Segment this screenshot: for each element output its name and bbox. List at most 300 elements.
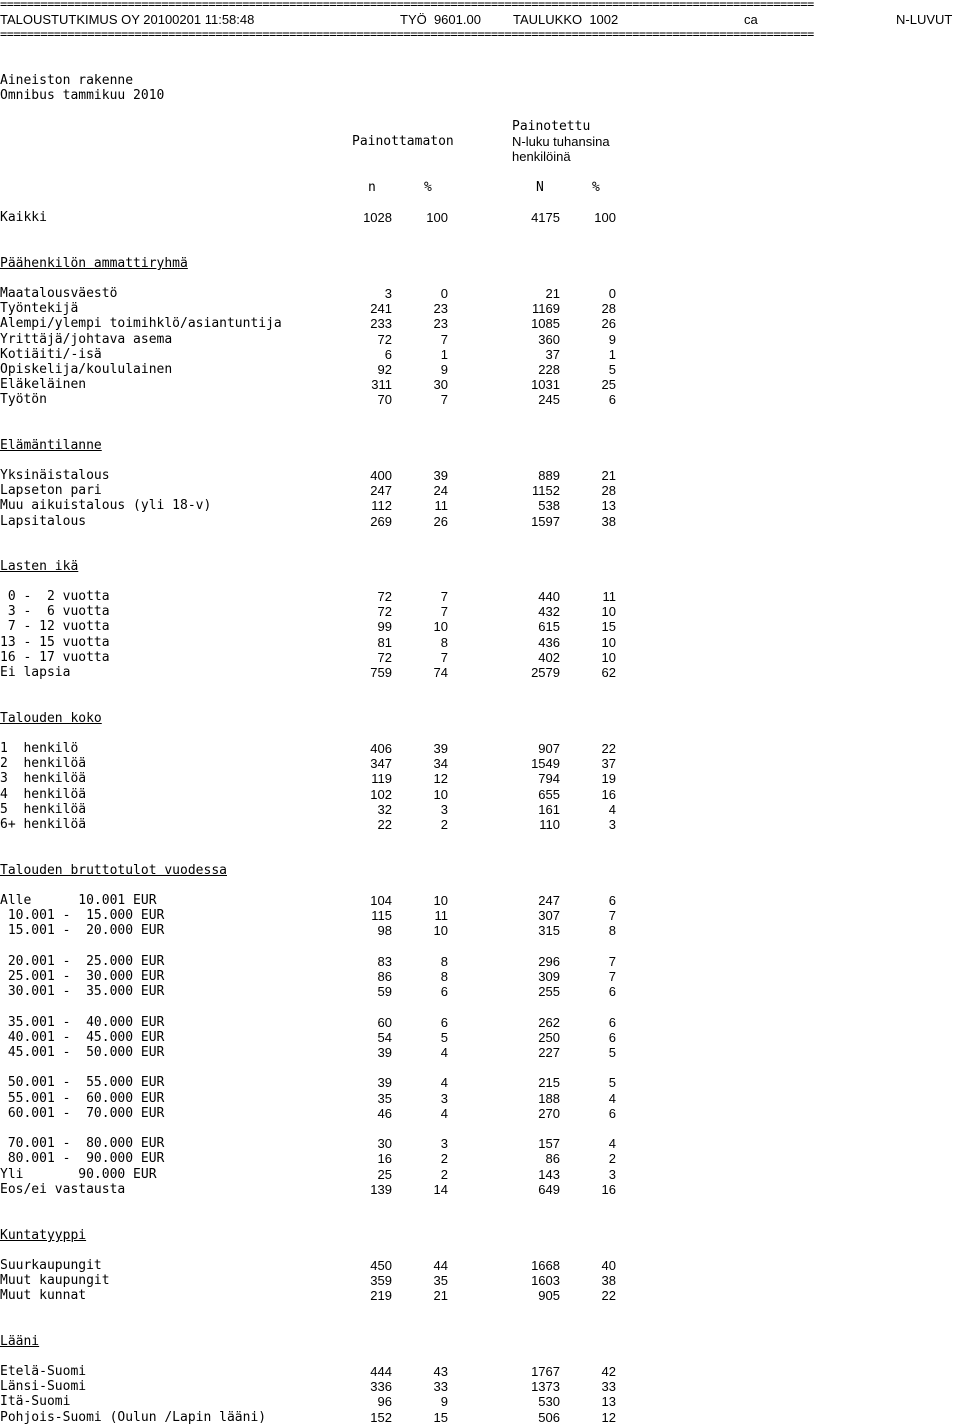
value-pct: 10 xyxy=(433,893,448,908)
value-pct-weighted: 42 xyxy=(601,1364,616,1379)
value-pct: 10 xyxy=(433,786,448,802)
value-pct: 2 xyxy=(440,1151,448,1167)
value-N: 1767 xyxy=(531,1364,560,1379)
row-label: Yrittäjä/johtava asema xyxy=(0,331,173,347)
row-label: 40.001 - 45.000 EUR xyxy=(0,1029,165,1045)
value-n: 99 xyxy=(377,619,392,635)
value-n: 39 xyxy=(377,1075,392,1091)
value-pct: 3 xyxy=(440,1136,448,1152)
table-row xyxy=(0,377,960,392)
value-N: 440 xyxy=(538,589,560,604)
value-N: 905 xyxy=(538,1288,560,1304)
value-n: 115 xyxy=(371,908,392,924)
value-N: 2579 xyxy=(531,665,560,680)
value-n: 406 xyxy=(370,741,392,756)
value-N: 1085 xyxy=(531,316,560,332)
value-n: 30 xyxy=(377,1136,392,1152)
value-N: 227 xyxy=(538,1045,560,1060)
table-row xyxy=(0,347,960,362)
value-n: 359 xyxy=(370,1273,392,1289)
row-label: Lapsitalous xyxy=(0,513,87,529)
value-n: 39 xyxy=(377,1045,392,1060)
value-N: 432 xyxy=(538,604,560,620)
value-pct: 23 xyxy=(433,301,448,317)
row-label: 6+ henkilöä xyxy=(0,817,87,832)
value-n: 247 xyxy=(370,483,392,499)
value-N: 247 xyxy=(538,893,560,908)
value-pct-weighted: 26 xyxy=(601,316,616,332)
section-title: Lasten ikä xyxy=(0,559,79,574)
value-n: 102 xyxy=(370,786,392,802)
row-label: Länsi-Suomi xyxy=(0,1379,87,1395)
value-n: 119 xyxy=(371,771,392,787)
table-row xyxy=(0,1136,960,1151)
value-N: 110 xyxy=(539,817,560,832)
bottom-rule: ========================================================================================================================= xyxy=(0,27,814,41)
table-row xyxy=(0,999,960,1014)
row-label: Suurkaupungit xyxy=(0,1258,102,1273)
table-row xyxy=(0,1015,960,1030)
table-row xyxy=(0,1379,960,1394)
row-label: 55.001 - 60.000 EUR xyxy=(0,1090,165,1106)
value-pct-weighted: 4 xyxy=(608,801,616,817)
value-n: 759 xyxy=(370,665,392,680)
value-N: 794 xyxy=(538,771,560,787)
value-n: 152 xyxy=(370,1409,392,1425)
value-pct-weighted: 16 xyxy=(601,786,616,802)
value-N: 296 xyxy=(538,953,560,969)
value-N: 506 xyxy=(538,1409,560,1425)
value-pct-weighted: 5 xyxy=(608,362,616,377)
table-row xyxy=(0,1151,960,1166)
table-row xyxy=(0,1258,960,1273)
section-title: Talouden koko xyxy=(0,711,102,726)
row-label: Eos/ei vastausta xyxy=(0,1181,126,1197)
table-row xyxy=(0,1167,960,1182)
value-N: 1549 xyxy=(531,756,560,772)
value-pct: 4 xyxy=(440,1105,448,1121)
report-type: N-LUVUT xyxy=(896,12,953,27)
value-pct: 6 xyxy=(440,1014,448,1030)
value-n: 54 xyxy=(377,1029,392,1045)
row-label: Lapseton pari xyxy=(0,483,102,499)
section-title: Päähenkilön ammattiryhmä xyxy=(0,256,188,271)
table-row xyxy=(0,908,960,923)
row-label: 16 - 17 vuotta xyxy=(0,649,110,665)
table-row xyxy=(0,756,960,771)
value-pct: 2 xyxy=(440,817,448,832)
value-pct-weighted: 3 xyxy=(608,1166,616,1182)
table-row xyxy=(0,619,960,634)
value-pct: 34 xyxy=(433,756,448,772)
value-pct: 3 xyxy=(440,801,448,817)
row-label: 4 henkilöä xyxy=(0,786,87,802)
value-N: 228 xyxy=(538,362,560,377)
table-row xyxy=(0,1045,960,1060)
value-n: 72 xyxy=(377,331,392,347)
table-row xyxy=(0,665,960,680)
row-label: Työtön xyxy=(0,392,47,408)
col-unweighted: Painottamaton xyxy=(352,134,454,149)
row-label: Pohjois-Suomi (Oulun /Lapin lääni) xyxy=(0,1409,267,1425)
value-pct-weighted: 5 xyxy=(608,1045,616,1060)
table-row xyxy=(0,1091,960,1106)
value-pct-weighted: 38 xyxy=(601,1273,616,1289)
row-label: Muut kaupungit xyxy=(0,1273,110,1289)
row-label: Maatalousväestö xyxy=(0,286,118,301)
value-pct: 43 xyxy=(433,1364,448,1379)
table-row xyxy=(0,1182,960,1197)
table-row xyxy=(0,604,960,619)
value-pct: 3 xyxy=(440,1090,448,1106)
value-pct-weighted: 25 xyxy=(601,377,616,393)
table-row xyxy=(0,1364,960,1379)
row-label: 1 henkilö xyxy=(0,741,79,756)
value-N: 188 xyxy=(538,1090,560,1106)
value-N: 1152 xyxy=(532,483,560,499)
value-pct-weighted: 10 xyxy=(601,649,616,665)
table-row xyxy=(0,650,960,665)
value-n: 104 xyxy=(370,893,392,908)
value-N: 1603 xyxy=(531,1273,560,1289)
value-pct: 100 xyxy=(426,210,448,225)
value-N: 250 xyxy=(538,1029,560,1045)
value-n: 98 xyxy=(377,923,392,939)
value-pct-weighted: 13 xyxy=(601,498,616,514)
table-row xyxy=(0,514,960,529)
value-N: 360 xyxy=(538,331,560,347)
value-pct: 11 xyxy=(434,908,448,924)
value-N: 4175 xyxy=(531,210,560,225)
value-pct: 15 xyxy=(433,1409,448,1425)
value-N: 615 xyxy=(538,619,560,635)
table-row xyxy=(0,301,960,316)
section-title: Lääni xyxy=(0,1334,40,1349)
value-N: 161 xyxy=(538,801,560,817)
table-row xyxy=(0,923,960,938)
value-n: 311 xyxy=(371,377,392,393)
table-row xyxy=(0,1030,960,1045)
table-number: TAULUKKO 1002 xyxy=(513,12,619,27)
col-pct-unweighted: % xyxy=(424,180,432,195)
value-pct-weighted: 22 xyxy=(601,1288,616,1304)
report-subtitle: Omnibus tammikuu 2010 xyxy=(0,88,165,103)
table-row xyxy=(0,939,960,954)
value-pct-weighted: 38 xyxy=(601,513,616,529)
value-pct-weighted: 22 xyxy=(601,741,616,756)
value-N: 1169 xyxy=(532,301,560,317)
value-N: 270 xyxy=(538,1105,560,1121)
value-pct: 33 xyxy=(433,1379,448,1395)
value-N: 655 xyxy=(538,786,560,802)
value-N: 21 xyxy=(545,286,560,301)
value-pct: 6 xyxy=(440,984,448,1000)
value-pct: 9 xyxy=(440,1394,448,1410)
value-pct: 35 xyxy=(433,1273,448,1289)
value-pct: 2 xyxy=(440,1166,448,1182)
value-pct-weighted: 21 xyxy=(601,468,616,483)
row-label: Työntekijä xyxy=(0,301,79,317)
job-number: TYÖ 9601.00 xyxy=(400,12,481,27)
value-n: 35 xyxy=(377,1090,392,1106)
row-label: 2 henkilöä xyxy=(0,756,87,772)
value-N: 907 xyxy=(538,741,560,756)
value-pct-weighted: 4 xyxy=(608,1090,616,1106)
row-label: 30.001 - 35.000 EUR xyxy=(0,984,165,1000)
value-pct-weighted: 1 xyxy=(608,346,616,362)
value-n: 16 xyxy=(377,1151,392,1167)
table-row xyxy=(0,802,960,817)
value-pct-weighted: 9 xyxy=(608,331,616,347)
value-pct: 10 xyxy=(433,619,448,635)
value-pct: 7 xyxy=(440,589,448,604)
table-row xyxy=(0,483,960,498)
row-label: Ei lapsia xyxy=(0,665,71,680)
table-row xyxy=(0,635,960,650)
value-N: 245 xyxy=(538,392,560,408)
value-n: 92 xyxy=(377,362,392,377)
table-row xyxy=(0,954,960,969)
value-n: 25 xyxy=(377,1166,392,1182)
value-pct-weighted: 15 xyxy=(601,619,616,635)
table-row xyxy=(0,1273,960,1288)
value-N: 86 xyxy=(545,1151,560,1167)
value-N: 309 xyxy=(538,969,560,984)
value-pct-weighted: 3 xyxy=(608,817,616,832)
row-label: 60.001 - 70.000 EUR xyxy=(0,1105,165,1121)
value-pct-weighted: 6 xyxy=(608,984,616,1000)
value-pct: 8 xyxy=(440,953,448,969)
value-pct: 74 xyxy=(433,665,448,680)
table-row xyxy=(0,286,960,301)
value-pct: 11 xyxy=(434,498,448,514)
value-pct-weighted: 2 xyxy=(608,1151,616,1167)
row-label: 5 henkilöä xyxy=(0,801,87,817)
value-N: 255 xyxy=(538,984,560,1000)
table-row xyxy=(0,332,960,347)
value-pct-weighted: 100 xyxy=(594,210,616,225)
value-pct-weighted: 13 xyxy=(601,1394,616,1410)
value-N: 1597 xyxy=(531,513,560,529)
value-pct: 9 xyxy=(440,362,448,377)
table-row xyxy=(0,1075,960,1090)
value-N: 1373 xyxy=(531,1379,560,1395)
company-timestamp: TALOUSTUTKIMUS OY 20100201 11:58:48 xyxy=(0,12,255,27)
value-pct-weighted: 6 xyxy=(608,1029,616,1045)
section-title: Talouden bruttotulot vuodessa xyxy=(0,863,227,878)
value-pct-weighted: 28 xyxy=(601,301,616,317)
value-pct-weighted: 7 xyxy=(608,969,616,984)
row-label: Alle 10.001 EUR xyxy=(0,893,157,908)
value-n: 83 xyxy=(377,953,392,969)
table-row xyxy=(0,969,960,984)
value-pct-weighted: 40 xyxy=(601,1258,616,1273)
value-pct: 14 xyxy=(433,1181,448,1197)
row-label: Opiskelija/koululainen xyxy=(0,362,173,377)
row-label: 20.001 - 25.000 EUR xyxy=(0,953,165,969)
value-n: 347 xyxy=(370,756,392,772)
value-pct: 4 xyxy=(440,1045,448,1060)
table-row xyxy=(0,362,960,377)
value-pct: 7 xyxy=(440,331,448,347)
value-pct: 7 xyxy=(440,604,448,620)
col-pct-weighted: % xyxy=(592,180,600,195)
value-n: 3 xyxy=(384,286,392,301)
value-pct-weighted: 10 xyxy=(601,604,616,620)
table-row xyxy=(0,893,960,908)
value-pct-weighted: 7 xyxy=(608,953,616,969)
value-pct-weighted: 6 xyxy=(608,893,616,908)
value-N: 889 xyxy=(538,468,560,483)
table-row xyxy=(0,1106,960,1121)
row-label: Yli 90.000 EUR xyxy=(0,1166,157,1182)
value-pct: 8 xyxy=(440,634,448,650)
value-n: 6 xyxy=(384,346,392,362)
row-label: 15.001 - 20.000 EUR xyxy=(0,923,165,939)
value-pct-weighted: 11 xyxy=(602,589,616,604)
total-row xyxy=(0,210,960,225)
value-N: 157 xyxy=(538,1136,560,1152)
col-n: n xyxy=(368,180,376,195)
value-n: 60 xyxy=(377,1014,392,1030)
value-n: 72 xyxy=(377,589,392,604)
value-pct-weighted: 28 xyxy=(601,483,616,499)
row-label: 13 - 15 vuotta xyxy=(0,634,110,650)
value-n: 444 xyxy=(370,1364,392,1379)
table-row xyxy=(0,984,960,999)
value-n: 139 xyxy=(370,1181,392,1197)
row-label: 0 - 2 vuotta xyxy=(0,589,110,604)
value-pct: 5 xyxy=(440,1029,448,1045)
value-n: 72 xyxy=(377,604,392,620)
value-n: 46 xyxy=(377,1105,392,1121)
value-pct-weighted: 19 xyxy=(601,771,616,787)
value-n: 81 xyxy=(377,634,392,650)
value-pct: 7 xyxy=(440,392,448,408)
value-pct: 10 xyxy=(433,923,448,939)
value-N: 262 xyxy=(538,1014,560,1030)
value-pct: 39 xyxy=(433,468,448,483)
value-pct: 7 xyxy=(440,649,448,665)
value-pct: 1 xyxy=(440,346,448,362)
row-label: 7 - 12 vuotta xyxy=(0,619,110,635)
row-label: Muu aikuistalous (yli 18-v) xyxy=(0,498,212,514)
section-title: Kuntatyyppi xyxy=(0,1228,87,1243)
value-pct-weighted: 16 xyxy=(601,1181,616,1197)
value-n: 72 xyxy=(377,649,392,665)
value-pct-weighted: 33 xyxy=(601,1379,616,1395)
value-N: 37 xyxy=(545,346,560,362)
row-label: 3 henkilöä xyxy=(0,771,87,787)
value-n: 96 xyxy=(377,1394,392,1410)
value-N: 1031 xyxy=(531,377,560,393)
value-n: 112 xyxy=(371,498,392,514)
table-row xyxy=(0,468,960,483)
row-label: 3 - 6 vuotta xyxy=(0,604,110,620)
value-N: 315 xyxy=(538,923,560,939)
value-pct: 12 xyxy=(433,771,448,787)
value-n: 336 xyxy=(370,1379,392,1395)
value-pct: 23 xyxy=(433,316,448,332)
row-label: Yksinäistalous xyxy=(0,468,110,483)
value-N: 436 xyxy=(538,634,560,650)
row-label: Itä-Suomi xyxy=(0,1394,71,1410)
row-label: Alempi/ylempi toimihklö/asiantuntija xyxy=(0,316,282,332)
value-N: 215 xyxy=(538,1075,560,1091)
table-row xyxy=(0,589,960,604)
value-n: 233 xyxy=(370,316,392,332)
value-pct: 8 xyxy=(440,969,448,984)
value-N: 538 xyxy=(538,498,560,514)
value-n: 22 xyxy=(377,817,392,832)
value-pct: 4 xyxy=(440,1075,448,1091)
value-pct-weighted: 62 xyxy=(601,665,616,680)
table-row xyxy=(0,741,960,756)
table-row xyxy=(0,817,960,832)
row-label: 50.001 - 55.000 EUR xyxy=(0,1075,165,1091)
value-n: 400 xyxy=(370,468,392,483)
table-row xyxy=(0,1410,960,1425)
value-pct-weighted: 6 xyxy=(608,1014,616,1030)
value-pct-weighted: 5 xyxy=(608,1075,616,1091)
col-weighted-3: henkilöinä xyxy=(512,149,571,164)
value-N: 307 xyxy=(538,908,560,924)
value-N: 402 xyxy=(538,649,560,665)
top-rule: ========================================================================================================================= xyxy=(0,0,814,11)
value-pct-weighted: 37 xyxy=(601,756,616,772)
report-title: Aineiston rakenne xyxy=(0,73,134,88)
value-n: 1028 xyxy=(363,210,392,225)
report-header xyxy=(0,12,960,28)
ca-label: ca xyxy=(744,12,758,27)
value-n: 59 xyxy=(377,984,392,1000)
value-pct: 24 xyxy=(433,483,448,499)
value-pct: 26 xyxy=(433,513,448,529)
row-label: 70.001 - 80.000 EUR xyxy=(0,1136,165,1152)
value-pct: 44 xyxy=(433,1258,448,1273)
value-n: 86 xyxy=(377,969,392,984)
value-n: 241 xyxy=(370,301,392,317)
row-label: 80.001 - 90.000 EUR xyxy=(0,1151,165,1167)
value-n: 269 xyxy=(370,513,392,529)
value-pct-weighted: 12 xyxy=(601,1409,616,1425)
table-row xyxy=(0,771,960,786)
table-row xyxy=(0,498,960,513)
row-label: 10.001 - 15.000 EUR xyxy=(0,908,165,924)
row-label: Etelä-Suomi xyxy=(0,1364,87,1379)
value-pct-weighted: 7 xyxy=(608,908,616,924)
row-label: 25.001 - 30.000 EUR xyxy=(0,969,165,984)
value-n: 219 xyxy=(370,1288,392,1304)
col-weighted-1: Painotettu xyxy=(512,119,591,134)
table-row xyxy=(0,316,960,331)
table-row xyxy=(0,1288,960,1303)
value-N: 530 xyxy=(538,1394,560,1410)
value-pct: 30 xyxy=(433,377,448,393)
row-label: 35.001 - 40.000 EUR xyxy=(0,1014,165,1030)
value-N: 649 xyxy=(538,1181,560,1197)
table-row xyxy=(0,1121,960,1136)
row-label: Eläkeläinen xyxy=(0,377,87,393)
section-title: Elämäntilanne xyxy=(0,438,102,453)
value-n: 32 xyxy=(377,801,392,817)
row-label: Kotiäiti/-isä xyxy=(0,346,102,362)
value-pct-weighted: 10 xyxy=(601,634,616,650)
value-N: 143 xyxy=(538,1166,560,1182)
table-row xyxy=(0,392,960,407)
table-row xyxy=(0,1394,960,1409)
value-pct-weighted: 4 xyxy=(608,1136,616,1152)
